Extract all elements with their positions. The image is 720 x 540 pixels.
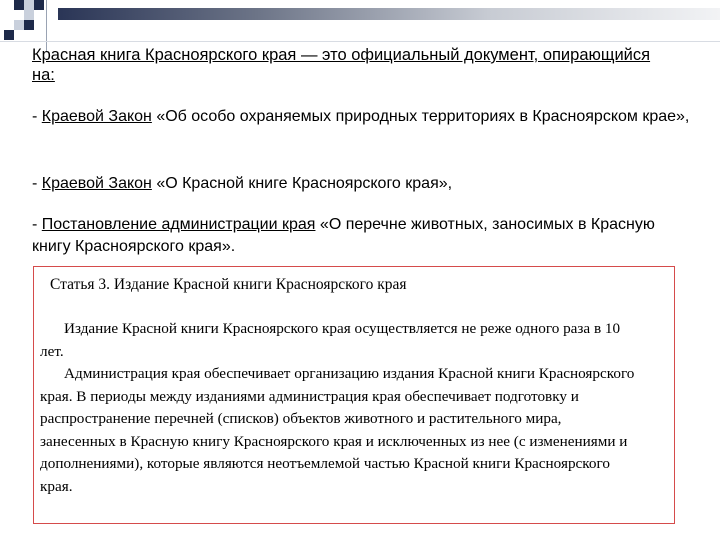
item-prefix: - (32, 216, 42, 233)
law-item (32, 214, 692, 258)
decor-square (14, 0, 24, 10)
item-bold: Постановление администрации края (41, 216, 316, 233)
item-bold: Краевой Закон (41, 108, 152, 125)
article-title: Статья 3. Издание Красной книги Красноярского края (50, 276, 407, 293)
law-item (32, 173, 692, 195)
item-text: «Об особо охраняемых природных территориях в Красноярском крае», (151, 108, 690, 125)
decor-square (24, 10, 34, 20)
item-prefix: - (32, 175, 42, 192)
article-body (40, 318, 640, 498)
article-frame (33, 266, 675, 524)
decor-square (34, 0, 44, 10)
header-decoration (0, 0, 720, 40)
item-text: «О Красной книге Красноярского края», (151, 175, 453, 192)
law-item (32, 106, 692, 128)
decor-square (14, 20, 24, 30)
decor-square (24, 20, 34, 30)
item-bold: Краевой Закон (41, 175, 152, 192)
article-paragraph (40, 318, 640, 363)
item-prefix: - (32, 108, 42, 125)
article-paragraph-text: Администрация края обеспечивает организацию издания Красной книги Красноярского края. В периоды между изданиями администрация края обеспечивает подготовку и распространение перечней (списков) объектов животного и растительного мира, занесенных в Красную книгу Красноярского края и исключенных из нее (с изменениями и дополнениями), которые являются неотъемлемой частью Красной книги Красноярского края. (40, 365, 635, 495)
intro-text: Красная книга Красноярского края — это официальный документ, опирающийся на: (32, 46, 651, 84)
decor-square (24, 0, 34, 10)
article-paragraph-text: Издание Красной книги Красноярского края осуществляется не реже одного раза в 10 лет. (40, 320, 621, 360)
decor-square (4, 30, 14, 40)
header-gradient-band (58, 8, 720, 20)
divider-line (0, 41, 720, 42)
item-text: «О перечне животных, заносимых в Красную книгу Красноярского края». (32, 216, 655, 255)
article-paragraph (40, 363, 640, 498)
